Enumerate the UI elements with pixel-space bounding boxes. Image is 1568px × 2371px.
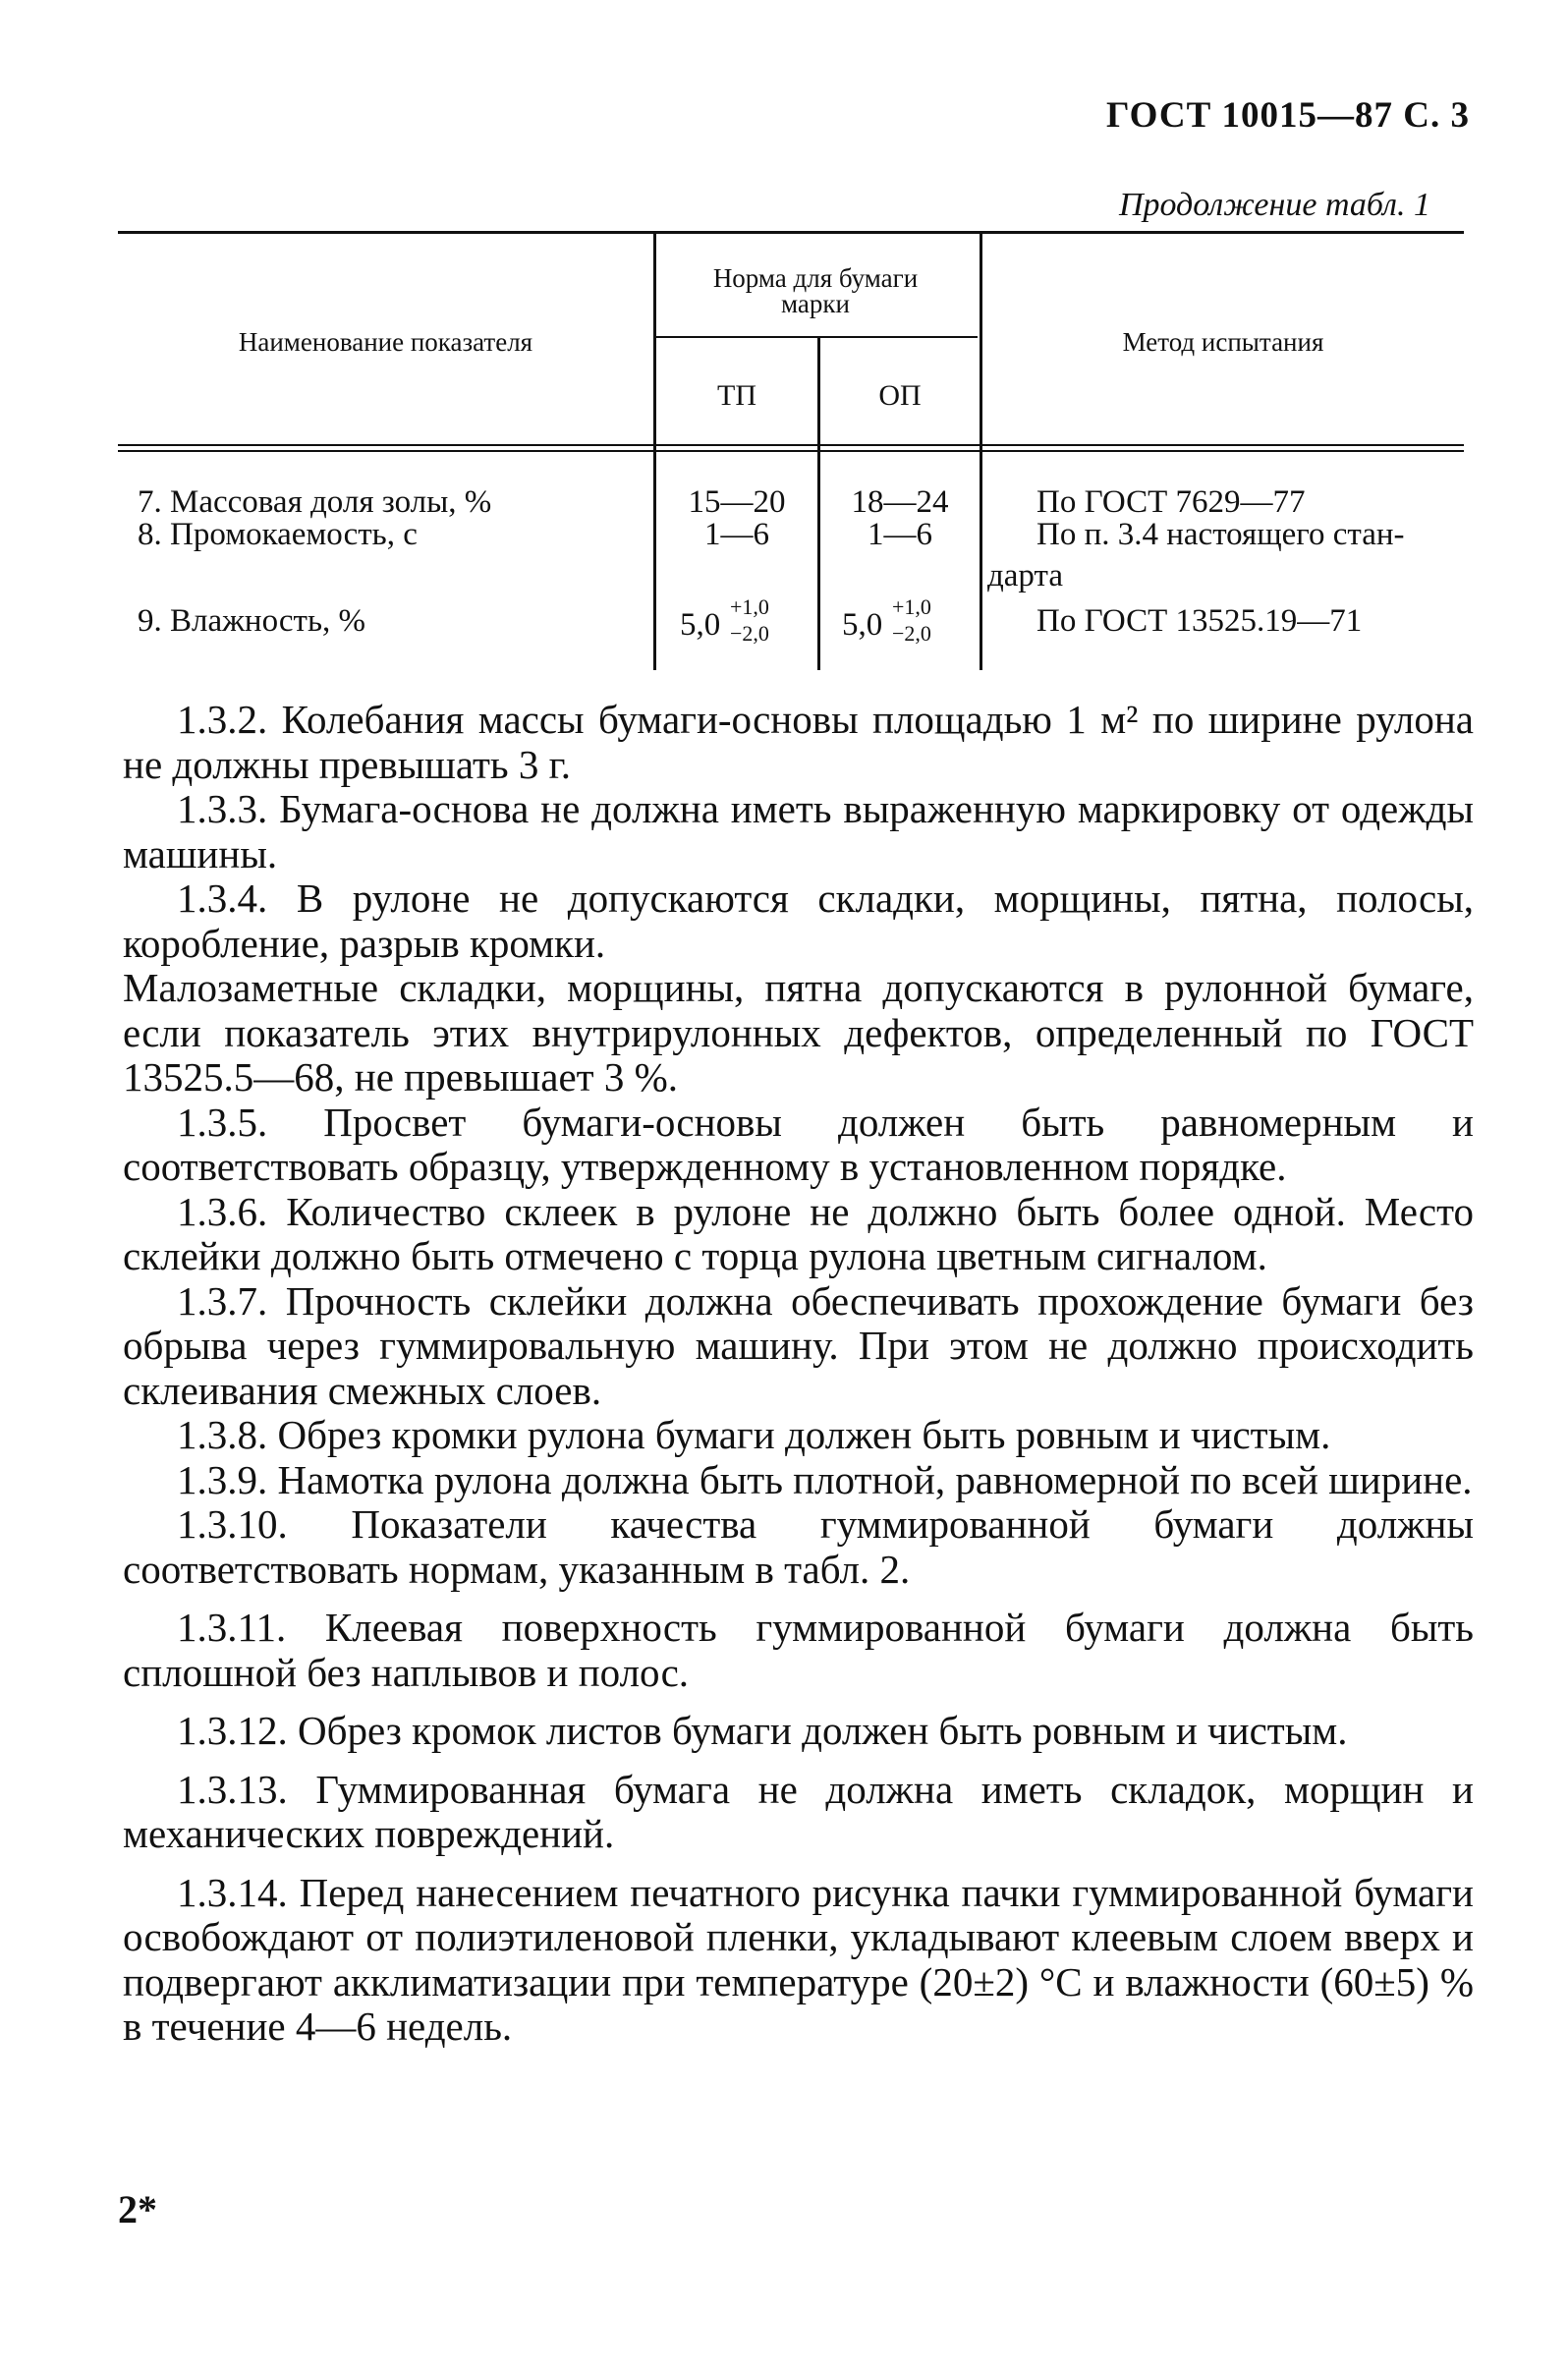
paragraph-1-3-9: 1.3.9. Намотка рулона должна быть плотной, равномерной по всей ширине. [177, 1456, 1473, 1502]
row-7-name: 7. Массовая доля золы, % [138, 484, 492, 520]
row-7-method: По ГОСТ 7629—77 [1036, 484, 1306, 520]
footer-signature-mark: 2* [118, 2187, 157, 2231]
paragraph-1-3-2: 1.3.2. Колебания массы бумаги-основы площадью 1 м² по ширине рулона не должны превышать 3 г. [123, 697, 1474, 787]
paragraph-1-3-4: 1.3.4. В рулоне не допускаются складки, морщины, пятна, полосы, коробление, разрыв кромки. [123, 875, 1474, 966]
table-top-rule [118, 231, 1464, 234]
norms-table [118, 226, 1464, 673]
header-grade-op: ОП [878, 379, 922, 412]
row-9-op-upper: +1,0 [892, 594, 931, 619]
row-9-tp-upper: +1,0 [730, 594, 769, 619]
row-9-tp-base: 5,0 [680, 607, 721, 643]
paragraph-1-3-12: 1.3.12. Обрез кромок листов бумаги должен быть ровным и чистым. [177, 1708, 1348, 1753]
paragraph-1-3-4-cont: Малозаметные складки, морщины, пятна допускаются в рулонной бумаге, если показатель этих внутрирулонных дефектов, определенный по ГОСТ 13525.5—68, не превышает 3 %. [123, 965, 1474, 1100]
header-norm-group: Норма для бумаги марки [712, 263, 919, 318]
row-8-method-line1: По п. 3.4 настоящего стан- [1036, 517, 1405, 552]
header-rule-2 [118, 450, 1464, 452]
paragraph-1-3-11: 1.3.11. Клеевая поверхность гуммированной бумаги должна быть сплошной без наплывов и полос. [123, 1605, 1474, 1695]
paragraph-1-3-5: 1.3.5. Просвет бумаги-основы должен быть равномерным и соответствовать образцу, утвержденному в установленном порядке. [123, 1099, 1474, 1189]
row-9-op-base: 5,0 [842, 607, 883, 643]
paragraph-1-3-8: 1.3.8. Обрез кромки рулона бумаги должен быть ровным и чистым. [177, 1412, 1331, 1457]
header-grade-tp: ТП [717, 379, 756, 412]
row-7-op: 18—24 [851, 484, 949, 520]
paragraph-1-3-6: 1.3.6. Количество склеек в рулоне не должно быть более одной. Место склейки должно быть отмечено с торца рулона цветным сигналом. [123, 1188, 1474, 1278]
norm-group-rule [653, 336, 978, 338]
header-rule-1 [118, 444, 1464, 446]
page-header: ГОСТ 10015—87 С. 3 [1106, 95, 1470, 136]
paragraph-1-3-13: 1.3.13. Гуммированная бумага не должна иметь складок, морщин и механических повреждений. [123, 1766, 1474, 1856]
header-name: Наименование показателя [238, 327, 533, 357]
row-9-name: 9. Влажность, % [138, 603, 366, 639]
row-9-tp-lower: −2,0 [730, 621, 769, 646]
row-9-method: По ГОСТ 13525.19—71 [1036, 603, 1363, 639]
paragraph-1-3-14: 1.3.14. Перед нанесением печатного рисунка пачки гуммированной бумаги освобождают от полиэтиленовой пленки, укладывают клеевым слоем вверх и подвергают акклиматизации при температуре (20±2) °С и влажности (60±5) % в течение 4—6 недель. [123, 1869, 1474, 2049]
paragraph-1-3-3: 1.3.3. Бумага-основа не должна иметь выраженную маркировку от одежды машины. [123, 786, 1474, 876]
table-continuation-label: Продолжение табл. 1 [1118, 187, 1430, 223]
row-8-tp: 1—6 [704, 517, 769, 552]
col-divider-3 [980, 234, 982, 670]
row-8-method-line2: дарта [987, 558, 1063, 593]
body-text [123, 698, 1474, 2050]
row-8-op: 1—6 [868, 517, 932, 552]
paragraph-1-3-10: 1.3.10. Показатели качества гуммированной бумаги должны соответствовать нормам, указанным в табл. 2. [123, 1501, 1474, 1592]
row-8-name: 8. Промокаемость, с [138, 517, 418, 552]
col-divider-1 [653, 234, 656, 670]
header-method: Метод испытания [1122, 327, 1324, 357]
paragraph-1-3-7: 1.3.7. Прочность склейки должна обеспечивать прохождение бумаги без обрыва через гуммировальную машину. При этом не должно происходить склеивания смежных слоев. [123, 1277, 1474, 1413]
row-9-op-lower: −2,0 [892, 621, 931, 646]
row-7-tp: 15—20 [688, 484, 786, 520]
